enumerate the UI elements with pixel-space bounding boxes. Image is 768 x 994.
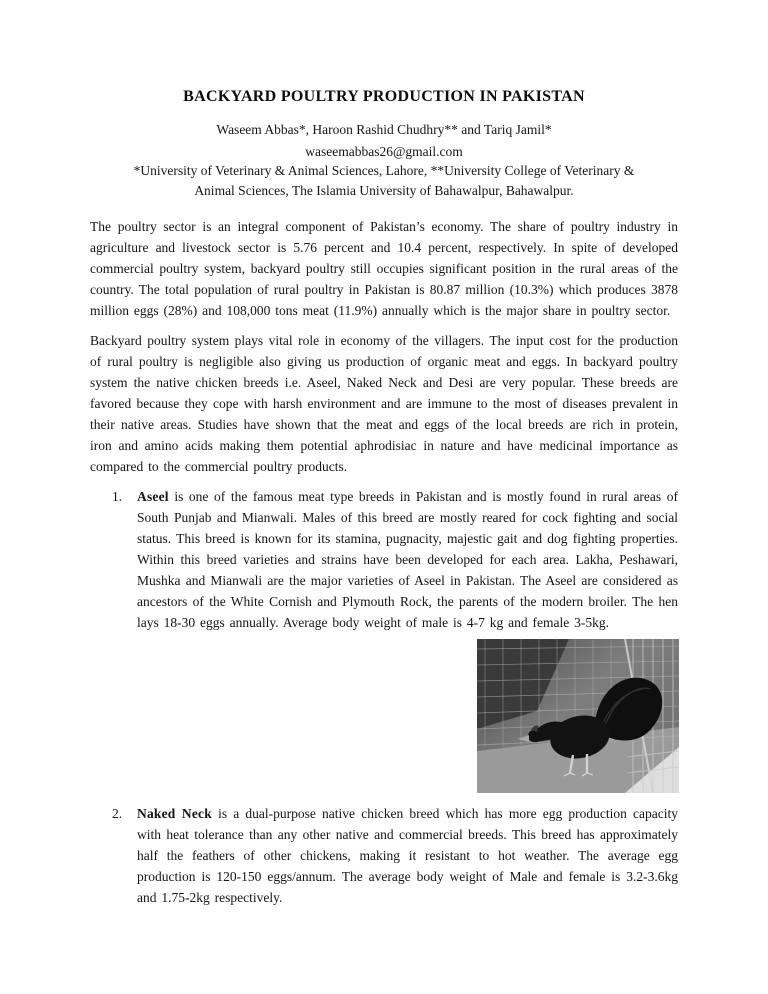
affiliation-line-2: Animal Sciences, The Islamia University of Bahawalpur, Bahawalpur. (194, 182, 574, 198)
list-item-number-1: 1. (112, 489, 123, 504)
rooster-image (477, 639, 679, 793)
breed-name-aseel: Aseel (137, 489, 169, 504)
breed-description-aseel: is one of the famous meat type breeds in Pakistan and is mostly found in rural areas of South Punjab and Mianwali. Males of this breed are mostly reared for cock fighting and social status. This breed is known for its stamina, pugnacity, majestic gait and dog fighting properties. Within this breed varieties and strains have been developed for each area. Lakha, Peshawari, Mushka and Mianwali are the major varieties of Aseel in Pakistan. The Aseel are considered as ancestors of the White Cornish and Plymouth Rock, the parents of the modern broiler. The hen lays 18-30 eggs annually. Average body weight of male is 4-7 kg and female 3-5kg. (137, 489, 678, 630)
breed-name-naked-neck: Naked Neck (137, 806, 212, 821)
paragraph-poultry-sector: The poultry sector is an integral component of Pakistan’s economy. The share of poultry industry in agriculture and livestock sector is 5.76 percent and 10.4 percent, respectively. In spite of developed commercial poultry system, backyard poultry still occupies significant position in the rural areas of the country. The total population of rural poultry in Pakistan is 80.87 million (10.3%) which produces 3878 million eggs (28%) and 108,000 tons meat (11.9%) annually which is the major share in poultry sector. (90, 219, 678, 318)
email-line: waseemabbas26@gmail.com (305, 143, 463, 159)
affiliation-line-1: *University of Veterinary & Animal Sciences, Lahore, **University College of Veterinary & (133, 163, 635, 178)
authors-line: Waseem Abbas*, Haroon Rashid Chudhry** and Tariq Jamil* (216, 122, 552, 137)
aseel-rooster-photo (477, 639, 679, 793)
paragraph-backyard-system: Backyard poultry system plays vital role in economy of the villagers. The input cost for the production of rural poultry is negligible also giving us production of organic meat and eggs. In backyard poultry system the native chicken breeds i.e. Aseel, Naked Neck and Desi are very popular. These breeds are favored because they cope with harsh environment and are immune to the most of diseases prevalent in their native areas. Studies have shown that the meat and eggs of the local breeds are rich in protein, iron and amino acids making them potential aphrodisiac in nature and have medicinal importance as compared to the commercial poultry products. (90, 333, 678, 474)
page-title: BACKYARD POULTRY PRODUCTION IN PAKISTAN (183, 88, 585, 105)
list-item-aseel (112, 486, 678, 633)
list-item-text-aseel (137, 486, 678, 633)
list-item-number-2: 2. (112, 806, 123, 821)
author-block (90, 120, 678, 200)
list-item-text-naked-neck (137, 803, 678, 908)
page-content (90, 88, 678, 910)
breed-list (90, 486, 678, 908)
breed-description-naked-neck: is a dual-purpose native chicken breed which has more egg production capacity with heat tolerance than any other native and commercial breeds. This breed has approximately half the feathers of other chickens, making it resistant to hot weather. The average egg production is 120-150 eggs/annum. The average body weight of Male and female is 3.2-3.6kg and 1.75-2kg respectively. (137, 806, 679, 905)
list-item-naked-neck (112, 803, 678, 908)
